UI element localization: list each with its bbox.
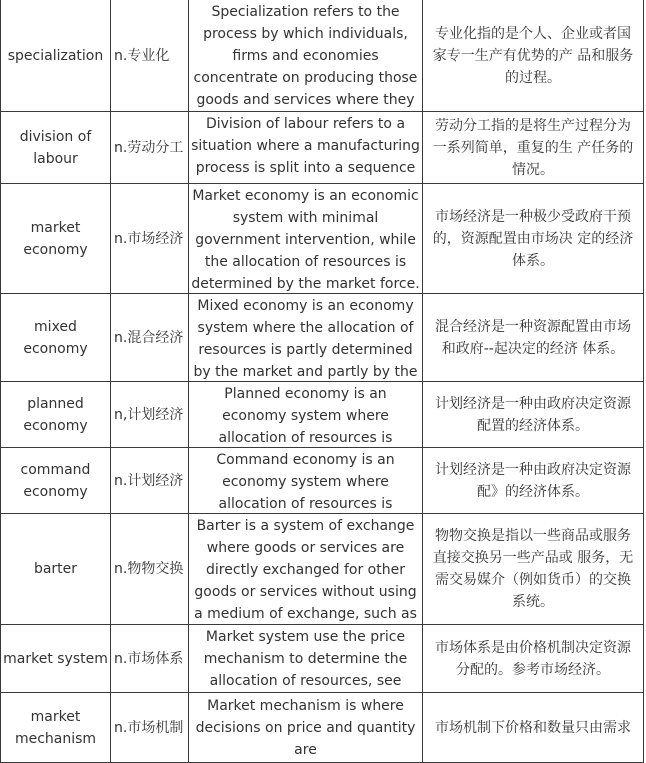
- english-definition-cell-text: Market economy is an economic system with minimal government intervention, while the allocation of resources is determined by the market force.: [191, 187, 420, 292]
- english-definition-cell: [189, 294, 423, 382]
- table-row: [1, 693, 644, 763]
- chinese-definition-cell-text: 计划经济是一种由政府决定资源配》的经济体系。: [435, 461, 631, 500]
- chinese-definition-cell-text: 市场经济是一种极少受政府干预的，资源配置由市场决 定的经济体系。: [432, 208, 634, 269]
- chinese-definition-cell-text: 市场机制下价格和数量只由需求: [435, 719, 631, 736]
- chinese-definition-cell-text: 劳动分工指的是将生产过程分为一系列简单，重复的生 产任务的情况。: [432, 117, 634, 178]
- table-row: [1, 294, 644, 382]
- term-cell-text: division of labour: [19, 128, 92, 167]
- part-of-speech-cell: [111, 693, 189, 763]
- part-of-speech-cell: [111, 184, 189, 294]
- table-row: [1, 0, 644, 112]
- chinese-definition-cell-text: 市场体系是由价格机制决定资源分配的。参考市场经济。: [435, 639, 631, 678]
- part-of-speech-cell-text: n.市场机制: [114, 719, 184, 736]
- english-definition-cell-text: Market mechanism is where decisions on price and quantity are: [195, 697, 416, 758]
- part-of-speech-cell-text: n.物物交换: [114, 561, 184, 577]
- part-of-speech-cell-text: n,计划经济: [114, 406, 184, 423]
- table-row: [1, 112, 644, 184]
- chinese-definition-cell: [423, 625, 644, 693]
- term-cell-text: specialization: [7, 47, 104, 64]
- part-of-speech-cell-text: n.计划经济: [114, 472, 184, 489]
- chinese-definition-cell: [423, 382, 644, 448]
- english-definition-cell: [189, 693, 423, 763]
- chinese-definition-cell: [423, 514, 644, 625]
- english-definition-cell: [189, 184, 423, 294]
- term-cell-text: mixed economy: [23, 318, 88, 357]
- english-definition-cell-text: Division of labour refers to a situation where a manufacturing process is split into a sequence: [191, 115, 420, 176]
- part-of-speech-cell: [111, 294, 189, 382]
- english-definition-cell: [189, 382, 423, 448]
- term-cell: [1, 625, 111, 693]
- table-row: [1, 382, 644, 448]
- term-cell: [1, 112, 111, 184]
- term-cell-text: market system: [3, 650, 108, 667]
- english-definition-cell-text: Planned economy is an economy system where allocation of resources is: [218, 385, 393, 446]
- chinese-definition-cell: [423, 0, 644, 112]
- term-cell: [1, 448, 111, 514]
- english-definition-cell-text: Barter is a system of exchange where goods or services are directly exchanged for other goods or services without using a medium of exchange, such as: [194, 517, 417, 622]
- chinese-definition-cell-text: 计划经济是一种由政府决定资源配置的经济体系。: [435, 395, 631, 434]
- english-definition-cell-text: Specialization refers to the process by which individuals, firms and economies concentrate on producing those goods and services where they: [193, 3, 418, 108]
- chinese-definition-cell: [423, 448, 644, 514]
- term-cell-text: barter: [33, 561, 78, 577]
- english-definition-cell: [189, 112, 423, 184]
- part-of-speech-cell-text: n.专业化: [114, 47, 170, 64]
- part-of-speech-cell: [111, 112, 189, 184]
- term-cell: [1, 514, 111, 625]
- english-definition-cell: [189, 514, 423, 625]
- english-definition-cell-text: Command economy is an economy system where allocation of resources is: [216, 451, 395, 512]
- chinese-definition-cell: [423, 693, 644, 763]
- part-of-speech-cell: [111, 0, 189, 112]
- english-definition-cell: [189, 0, 423, 112]
- term-cell-text: market mechanism: [14, 708, 97, 747]
- table-row: [1, 448, 644, 514]
- table-row: [1, 514, 644, 625]
- part-of-speech-cell: [111, 448, 189, 514]
- part-of-speech-cell: [111, 514, 189, 625]
- part-of-speech-cell: [111, 382, 189, 448]
- term-cell: [1, 184, 111, 294]
- term-cell-text: market economy: [23, 219, 88, 258]
- part-of-speech-cell-text: n.市场体系: [114, 650, 184, 667]
- english-definition-cell-text: Market system use the price mechanism to determine the allocation of resources, see: [203, 628, 408, 689]
- part-of-speech-cell-text: n.市场经济: [114, 230, 184, 247]
- term-cell: [1, 693, 111, 763]
- english-definition-cell: [189, 448, 423, 514]
- term-cell-text: planned economy: [23, 395, 88, 434]
- table-body: [1, 0, 644, 763]
- chinese-definition-cell-text: 物物交换是指以一些商品或服务直接交换另一些产品或 服务，无需交易媒介（例如货币）的交换系统。: [432, 528, 634, 610]
- chinese-definition-cell: [423, 294, 644, 382]
- term-cell: [1, 294, 111, 382]
- part-of-speech-cell-text: n.混合经济: [114, 329, 184, 346]
- chinese-definition-cell: [423, 112, 644, 184]
- english-definition-cell-text: Mixed economy is an economy system where the allocation of resources is partly determined by the market and partly by the: [193, 297, 418, 380]
- chinese-definition-cell: [423, 184, 644, 294]
- chinese-definition-cell-text: 专业化指的是个人、企业或者国家专一生产有优势的产 品和服务的过程。: [432, 25, 634, 86]
- term-cell: [1, 382, 111, 448]
- term-cell-text: command economy: [20, 461, 91, 500]
- part-of-speech-cell: [111, 625, 189, 693]
- table-row: [1, 625, 644, 693]
- term-cell: [1, 0, 111, 112]
- part-of-speech-cell-text: n.劳动分工: [114, 139, 184, 156]
- chinese-definition-cell-text: 混合经济是一种资源配置由市场和政府--起决定的经济 体系。: [435, 318, 631, 357]
- english-definition-cell: [189, 625, 423, 693]
- table-row: [1, 184, 644, 294]
